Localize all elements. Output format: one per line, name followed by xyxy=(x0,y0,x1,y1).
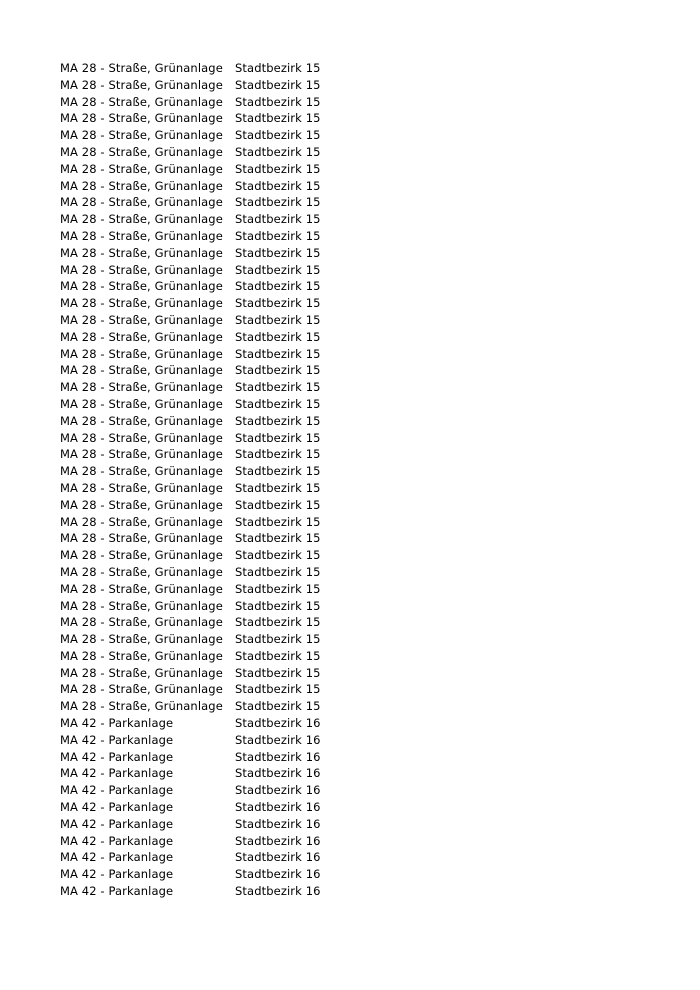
cell-department: MA 28 - Straße, Grünanlage xyxy=(60,195,223,210)
cell-district: Stadtbezirk 16 xyxy=(235,816,321,831)
cell-department: MA 28 - Straße, Grünanlage xyxy=(60,312,223,327)
table-row xyxy=(60,178,640,195)
cell-department: MA 28 - Straße, Grünanlage xyxy=(60,665,223,680)
cell-district: Stadtbezirk 15 xyxy=(235,648,321,663)
cell-district: Stadtbezirk 15 xyxy=(235,464,321,479)
cell-district: Stadtbezirk 16 xyxy=(235,783,321,798)
cell-department: MA 28 - Straße, Grünanlage xyxy=(60,581,223,596)
table-row xyxy=(60,430,640,447)
cell-district: Stadtbezirk 15 xyxy=(235,531,321,546)
cell-district: Stadtbezirk 16 xyxy=(235,800,321,815)
table-row xyxy=(60,614,640,631)
table-row xyxy=(60,665,640,682)
cell-district: Stadtbezirk 15 xyxy=(235,598,321,613)
cell-district: Stadtbezirk 15 xyxy=(235,94,321,109)
cell-department: MA 28 - Straße, Grünanlage xyxy=(60,144,223,159)
cell-district: Stadtbezirk 15 xyxy=(235,497,321,512)
cell-department: MA 28 - Straße, Grünanlage xyxy=(60,413,223,428)
cell-department: MA 42 - Parkanlage xyxy=(60,749,174,764)
table-row xyxy=(60,782,640,799)
cell-district: Stadtbezirk 16 xyxy=(235,749,321,764)
table-row xyxy=(60,799,640,816)
record-list xyxy=(60,60,640,900)
cell-department: MA 28 - Straße, Grünanlage xyxy=(60,245,223,260)
cell-department: MA 28 - Straße, Grünanlage xyxy=(60,548,223,563)
table-row xyxy=(60,698,640,715)
cell-district: Stadtbezirk 15 xyxy=(235,632,321,647)
cell-district: Stadtbezirk 15 xyxy=(235,564,321,579)
cell-department: MA 42 - Parkanlage xyxy=(60,800,174,815)
cell-department: MA 28 - Straße, Grünanlage xyxy=(60,497,223,512)
cell-department: MA 28 - Straße, Grünanlage xyxy=(60,464,223,479)
cell-department: MA 42 - Parkanlage xyxy=(60,766,174,781)
table-row xyxy=(60,144,640,161)
cell-department: MA 28 - Straße, Grünanlage xyxy=(60,346,223,361)
table-row xyxy=(60,312,640,329)
cell-department: MA 28 - Straße, Grünanlage xyxy=(60,514,223,529)
cell-district: Stadtbezirk 15 xyxy=(235,144,321,159)
cell-district: Stadtbezirk 15 xyxy=(235,480,321,495)
table-row xyxy=(60,648,640,665)
cell-department: MA 28 - Straße, Grünanlage xyxy=(60,161,223,176)
table-row xyxy=(60,295,640,312)
table-row xyxy=(60,60,640,77)
cell-district: Stadtbezirk 16 xyxy=(235,716,321,731)
cell-district: Stadtbezirk 15 xyxy=(235,161,321,176)
table-row xyxy=(60,262,640,279)
table-row xyxy=(60,581,640,598)
cell-district: Stadtbezirk 15 xyxy=(235,279,321,294)
cell-department: MA 42 - Parkanlage xyxy=(60,833,174,848)
cell-department: MA 28 - Straße, Grünanlage xyxy=(60,632,223,647)
table-row xyxy=(60,564,640,581)
cell-district: Stadtbezirk 15 xyxy=(235,111,321,126)
cell-department: MA 42 - Parkanlage xyxy=(60,816,174,831)
table-row xyxy=(60,816,640,833)
cell-department: MA 28 - Straße, Grünanlage xyxy=(60,564,223,579)
table-row xyxy=(60,681,640,698)
table-row xyxy=(60,530,640,547)
cell-district: Stadtbezirk 15 xyxy=(235,665,321,680)
cell-department: MA 28 - Straße, Grünanlage xyxy=(60,111,223,126)
table-row xyxy=(60,413,640,430)
cell-department: MA 28 - Straße, Grünanlage xyxy=(60,648,223,663)
table-row xyxy=(60,278,640,295)
table-row xyxy=(60,883,640,900)
table-row xyxy=(60,765,640,782)
table-row xyxy=(60,245,640,262)
cell-district: Stadtbezirk 16 xyxy=(235,850,321,865)
cell-district: Stadtbezirk 15 xyxy=(235,447,321,462)
table-row xyxy=(60,396,640,413)
cell-department: MA 28 - Straße, Grünanlage xyxy=(60,329,223,344)
table-row xyxy=(60,362,640,379)
table-row xyxy=(60,77,640,94)
cell-district: Stadtbezirk 15 xyxy=(235,413,321,428)
cell-district: Stadtbezirk 15 xyxy=(235,682,321,697)
cell-district: Stadtbezirk 15 xyxy=(235,396,321,411)
cell-department: MA 28 - Straße, Grünanlage xyxy=(60,212,223,227)
cell-district: Stadtbezirk 15 xyxy=(235,329,321,344)
table-row xyxy=(60,514,640,531)
table-row xyxy=(60,161,640,178)
cell-district: Stadtbezirk 15 xyxy=(235,245,321,260)
cell-district: Stadtbezirk 15 xyxy=(235,363,321,378)
table-row xyxy=(60,127,640,144)
cell-department: MA 28 - Straße, Grünanlage xyxy=(60,699,223,714)
table-row xyxy=(60,631,640,648)
table-row xyxy=(60,866,640,883)
cell-department: MA 42 - Parkanlage xyxy=(60,732,174,747)
cell-district: Stadtbezirk 15 xyxy=(235,128,321,143)
table-row xyxy=(60,211,640,228)
cell-district: Stadtbezirk 15 xyxy=(235,615,321,630)
cell-department: MA 28 - Straße, Grünanlage xyxy=(60,598,223,613)
cell-department: MA 42 - Parkanlage xyxy=(60,716,174,731)
cell-department: MA 42 - Parkanlage xyxy=(60,850,174,865)
cell-district: Stadtbezirk 15 xyxy=(235,61,321,75)
cell-district: Stadtbezirk 16 xyxy=(235,766,321,781)
table-row xyxy=(60,849,640,866)
cell-department: MA 28 - Straße, Grünanlage xyxy=(60,447,223,462)
cell-district: Stadtbezirk 15 xyxy=(235,262,321,277)
table-row xyxy=(60,346,640,363)
cell-district: Stadtbezirk 15 xyxy=(235,380,321,395)
cell-district: Stadtbezirk 15 xyxy=(235,581,321,596)
cell-department: MA 28 - Straße, Grünanlage xyxy=(60,480,223,495)
cell-department: MA 28 - Straße, Grünanlage xyxy=(60,682,223,697)
cell-department: MA 42 - Parkanlage xyxy=(60,867,174,882)
cell-department: MA 42 - Parkanlage xyxy=(60,783,174,798)
cell-department: MA 28 - Straße, Grünanlage xyxy=(60,430,223,445)
cell-department: MA 28 - Straße, Grünanlage xyxy=(60,61,223,75)
table-row xyxy=(60,194,640,211)
cell-district: Stadtbezirk 15 xyxy=(235,178,321,193)
cell-district: Stadtbezirk 15 xyxy=(235,430,321,445)
cell-department: MA 28 - Straße, Grünanlage xyxy=(60,531,223,546)
table-row xyxy=(60,463,640,480)
cell-district: Stadtbezirk 16 xyxy=(235,867,321,882)
cell-department: MA 28 - Straße, Grünanlage xyxy=(60,178,223,193)
cell-district: Stadtbezirk 15 xyxy=(235,312,321,327)
cell-district: Stadtbezirk 15 xyxy=(235,699,321,714)
cell-department: MA 28 - Straße, Grünanlage xyxy=(60,279,223,294)
cell-department: MA 42 - Parkanlage xyxy=(60,884,174,899)
table-row xyxy=(60,749,640,766)
cell-department: MA 28 - Straße, Grünanlage xyxy=(60,615,223,630)
table-row xyxy=(60,497,640,514)
table-row xyxy=(60,547,640,564)
cell-district: Stadtbezirk 15 xyxy=(235,228,321,243)
cell-department: MA 28 - Straße, Grünanlage xyxy=(60,94,223,109)
cell-district: Stadtbezirk 16 xyxy=(235,732,321,747)
cell-district: Stadtbezirk 15 xyxy=(235,195,321,210)
table-row xyxy=(60,732,640,749)
cell-department: MA 28 - Straße, Grünanlage xyxy=(60,396,223,411)
table-row xyxy=(60,329,640,346)
cell-district: Stadtbezirk 15 xyxy=(235,346,321,361)
table-row xyxy=(60,480,640,497)
cell-department: MA 28 - Straße, Grünanlage xyxy=(60,77,223,92)
table-row xyxy=(60,379,640,396)
cell-district: Stadtbezirk 15 xyxy=(235,212,321,227)
cell-department: MA 28 - Straße, Grünanlage xyxy=(60,363,223,378)
table-row xyxy=(60,446,640,463)
cell-district: Stadtbezirk 16 xyxy=(235,833,321,848)
table-row xyxy=(60,228,640,245)
table-row xyxy=(60,598,640,615)
cell-district: Stadtbezirk 15 xyxy=(235,77,321,92)
cell-district: Stadtbezirk 15 xyxy=(235,296,321,311)
cell-department: MA 28 - Straße, Grünanlage xyxy=(60,228,223,243)
cell-department: MA 28 - Straße, Grünanlage xyxy=(60,380,223,395)
cell-department: MA 28 - Straße, Grünanlage xyxy=(60,262,223,277)
table-row xyxy=(60,833,640,850)
cell-department: MA 28 - Straße, Grünanlage xyxy=(60,296,223,311)
cell-district: Stadtbezirk 16 xyxy=(235,884,321,899)
table-row xyxy=(60,110,640,127)
cell-district: Stadtbezirk 15 xyxy=(235,514,321,529)
table-row xyxy=(60,94,640,111)
cell-district: Stadtbezirk 15 xyxy=(235,548,321,563)
cell-department: MA 28 - Straße, Grünanlage xyxy=(60,128,223,143)
table-row xyxy=(60,715,640,732)
